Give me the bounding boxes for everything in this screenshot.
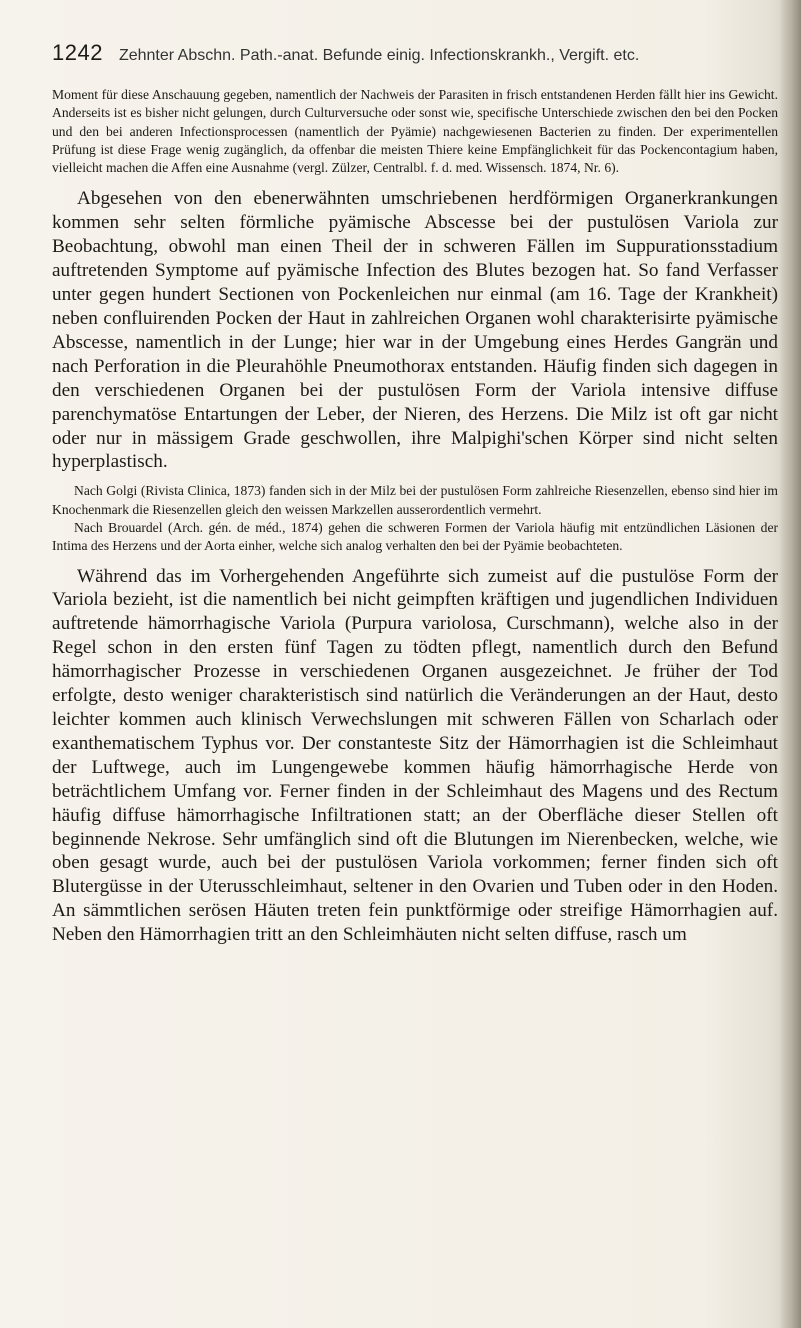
paragraph-small-3: Nach Brouardel (Arch. gén. de méd., 1874) gehen die schweren Formen der Variola häufig mit entzündlichen Läsionen der Intima des Herzens und der Aorta einher, welche sich analog verhalten den bei der Pyämie beobachteten. [52,519,778,554]
paragraph-large-2: Während das im Vorhergehenden Angeführte sich zumeist auf die pustulöse Form der Variola bezieht, ist die namentlich bei nicht geimpften kräftigen und jugendlichen Individuen auftretende hämorrhagische Variola (Purpura variolosa, Curschmann), welche also in der Regel schon in den ersten fünf Tagen zu tödten pflegt, namentlich durch den Befund hämorrhagischer Prozesse in verschiedenen Organen ausgezeichnet. Je früher der Tod erfolgte, desto weniger charakteristisch sind natürlich die Veränderungen an der Haut, desto leichter kommen auch klinisch Verwechslungen mit schweren Fällen von Scharlach oder exanthematischem Typhus vor. Der constanteste Sitz der Hämorrhagien ist die Schleimhaut der Luftwege, auch im Lungengewebe kommen häufig hämorrhagische Herde von beträchtlichem Umfang vor. Ferner finden in der Schleimhaut des Magens und des Rectum häufig diffuse hämorrhagische Infiltrationen statt; an der Oberfläche dieser Stellen oft beginnende Nekrose. Sehr umfänglich sind oft die Blutungen im Nierenbecken, welche, wie oben gesagt wurde, auch bei der pustulösen Variola vorkommen; ferner finden sich oft Blutergüsse in der Uterusschleimhaut, seltener in den Ovarien und Tuben oder in den Hoden. An sämmtlichen serösen Häuten treten fein punktförmige oder streifige Hämorrhagien auf. Neben den Hämorrhagien tritt an den Schleimhäuten nicht selten diffuse, rasch um [52,565,778,946]
paragraph-small-1: Moment für diese Anschauung gegeben, namentlich der Nachweis der Parasiten in frisch entstandenen Herden fällt hier ins Gewicht. Anderseits ist es bisher nicht gelungen, durch Culturversuche oder sonst wie, specifische Unterschiede zwischen den bei den Pocken und den bei anderen Infectionsprocessen (namentlich der Pyämie) nachgewiesenen Bacterien zu finden. Der experimentellen Prüfung ist diese Frage wenig zugänglich, da offenbar die meisten Thiere keine Empfänglichkeit für das Pockencontagium haben, vielleicht machen die Affen eine Ausnahme (vergl. Zülzer, Centralbl. f. d. med. Wissensch. 1874, Nr. 6). [52,87,778,176]
page-edge-shadow [779,0,801,1328]
paragraph-large-1: Abgesehen von den ebenerwähnten umschriebenen herdförmigen Organerkrankungen kommen sehr selten förmliche pyämische Abscesse bei der pustulösen Variola zur Beobachtung, obwohl man einen Theil der in schweren Fällen im Suppurationsstadium auftretenden Symptome auf pyämische Infection des Blutes bezogen hat. So fand Verfasser unter gegen hundert Sectionen von Pockenleichen nur einmal (am 16. Tage der Krankheit) neben confluirenden Pocken der Haut in zahlreichen Organen wohl charakterisirte pyämische Abscesse, namentlich in der Lunge; hier war in der Umgebung eines Herdes Gangrän und nach Perforation in die Pleurahöhle Pneumothorax entstanden. Häufig finden sich dagegen in den verschiedenen Organen bei der pustulösen Form der Variola intensive diffuse parenchymatöse Entartungen der Leber, der Nieren, des Herzens. Die Milz ist oft gar nicht oder nur in mässigem Grade geschwollen, ihre Malpighi'schen Körper sind nicht selten hyperplastisch. [52,188,778,473]
running-header [52,40,780,66]
running-title: Zehnter Abschn. Path.-anat. Befunde einig. Infectionskrankh., Vergift. etc. [118,47,640,64]
page-number: 1242 [52,40,103,65]
paragraph-small-2: Nach Golgi (Rivista Clinica, 1873) fanden sich in der Milz bei der pustulösen Form zahlreiche Riesenzellen, ebenso sind hier im Knochenmark die Riesenzellen gleich den weissen Markzellen ausserordentlich vermehrt. [52,483,778,517]
page-body [52,86,778,947]
